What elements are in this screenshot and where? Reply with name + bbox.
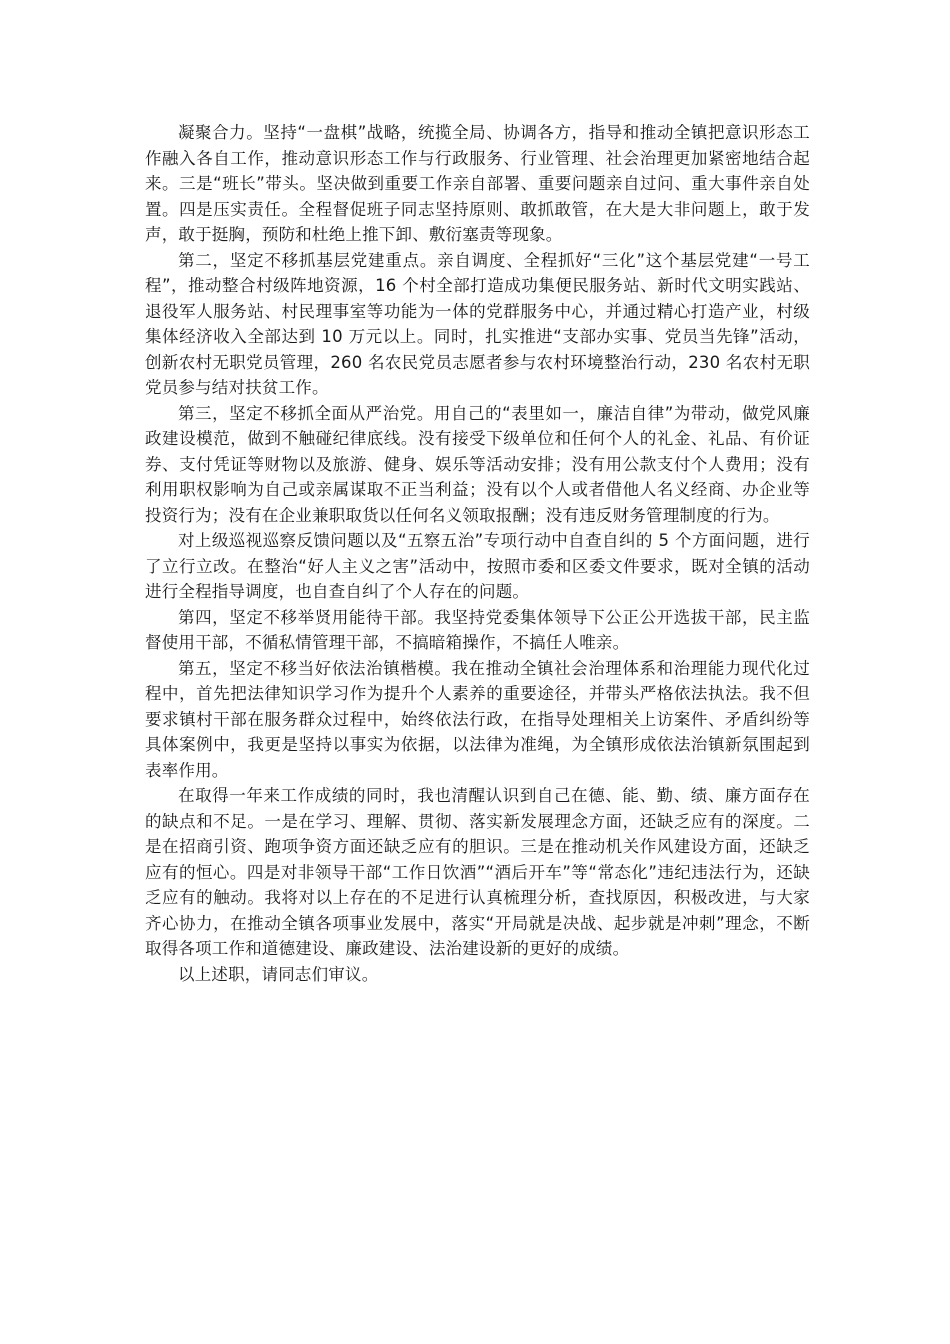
paragraph-strict-governance: 第三，坚定不移抓全面从严治党。用自己的“表里如一，廉洁自律”为带动，做党风廉政建设模范，做到不触碰纪律底线。没有接受下级单位和任何个人的礼金、礼品、有价证券、支付凭证等财物以及旅游、健身、娱乐等活动安排；没有用公款支付个人费用；没有利用职权影响为自己或亲属谋取不正当利益；没有以个人或者借他人名义经商、办企业等投资行为；没有在企业兼职取货以任何名义领取报酬；没有违反财务管理制度的行为。 — [145, 403, 810, 525]
paragraph-party-building: 第二，坚定不移抓基层党建重点。亲自调度、全程抓好“三化”这个基层党建“一号工程”，推动整合村级阵地资源，16 个村全部打造成功集便民服务站、新时代文明实践站、退役军人服务站、村民理事室等功能为一体的党群服务中心，并通过精心打造产业，村级集体经济收入全部达到 10 万元以上。同时，扎实推进“支部办实事、党员当先锋”活动，创新农村无职党员管理，260 名农民党员志愿者参与农村环境整治行动，230 名农村无职党员参与结对扶贫工作。 — [145, 250, 810, 397]
paragraph-inspection-feedback: 对上级巡视巡察反馈问题以及“五察五治”专项行动中自查自纠的 5 个方面问题，进行了立行立改。在整治“好人主义之害”活动中，按照市委和区委文件要求，既对全镇的活动进行全程指导调度，也自查自纠了个人存在的问题。 — [145, 531, 810, 601]
paragraph-rule-of-law: 第五，坚定不移当好依法治镇楷模。我在推动全镇社会治理体系和治理能力现代化过程中，首先把法律知识学习作为提升个人素养的重要途径，并带头严格依法执法。我不但要求镇村干部在服务群众过程中，始终依法行政，在指导处理相关上访案件、矛盾纠纷等具体案例中，我更是坚持以事实为依据，以法律为准绳，为全镇形成依法治镇新氛围起到表率作用。 — [145, 658, 810, 780]
document-page — [145, 120, 810, 987]
paragraph-closing: 以上述职，请同志们审议。 — [178, 964, 379, 984]
paragraph-cohesion: 凝聚合力。坚持“一盘棋”战略，统揽全局、协调各方，指导和推动全镇把意识形态工作融入各自工作，推动意识形态工作与行政服务、行业管理、社会治理更加紧密地结合起来。三是“班长”带头。坚决做到重要工作亲自部署、重要问题亲自过问、重大事件亲自处置。四是压实责任。全程督促班子同志坚持原则、敢抓敢管，在大是大非问题上，敢于发声，敢于挺胸，预防和杜绝上推下卸、敷衍塞责等现象。 — [145, 123, 810, 244]
paragraph-cadre-selection: 第四，坚定不移举贤用能待干部。我坚持党委集体领导下公正公开选拔干部，民主监督使用干部，不循私情管理干部，不搞暗箱操作，不搞任人唯亲。 — [145, 607, 810, 652]
paragraph-shortcomings: 在取得一年来工作成绩的同时，我也清醒认识到自己在德、能、勤、绩、廉方面存在的缺点和不足。一是在学习、理解、贯彻、落实新发展理念方面，还缺乏应有的深度。二是在招商引资、跑项争资方面还缺乏应有的胆识。三是在推动机关作风建设方面，还缺乏应有的恒心。四是对非领导干部“工作日饮酒”“酒后开车”等“常态化”违纪违法行为，还缺乏应有的触动。我将对以上存在的不足进行认真梳理分析，查找原因，积极改进，与大家齐心协力，在推动全镇各项事业发展中，落实“开局就是决战、起步就是冲刺”理念，不断取得各项工作和道德建设、廉政建设、法治建设新的更好的成绩。 — [145, 786, 810, 958]
